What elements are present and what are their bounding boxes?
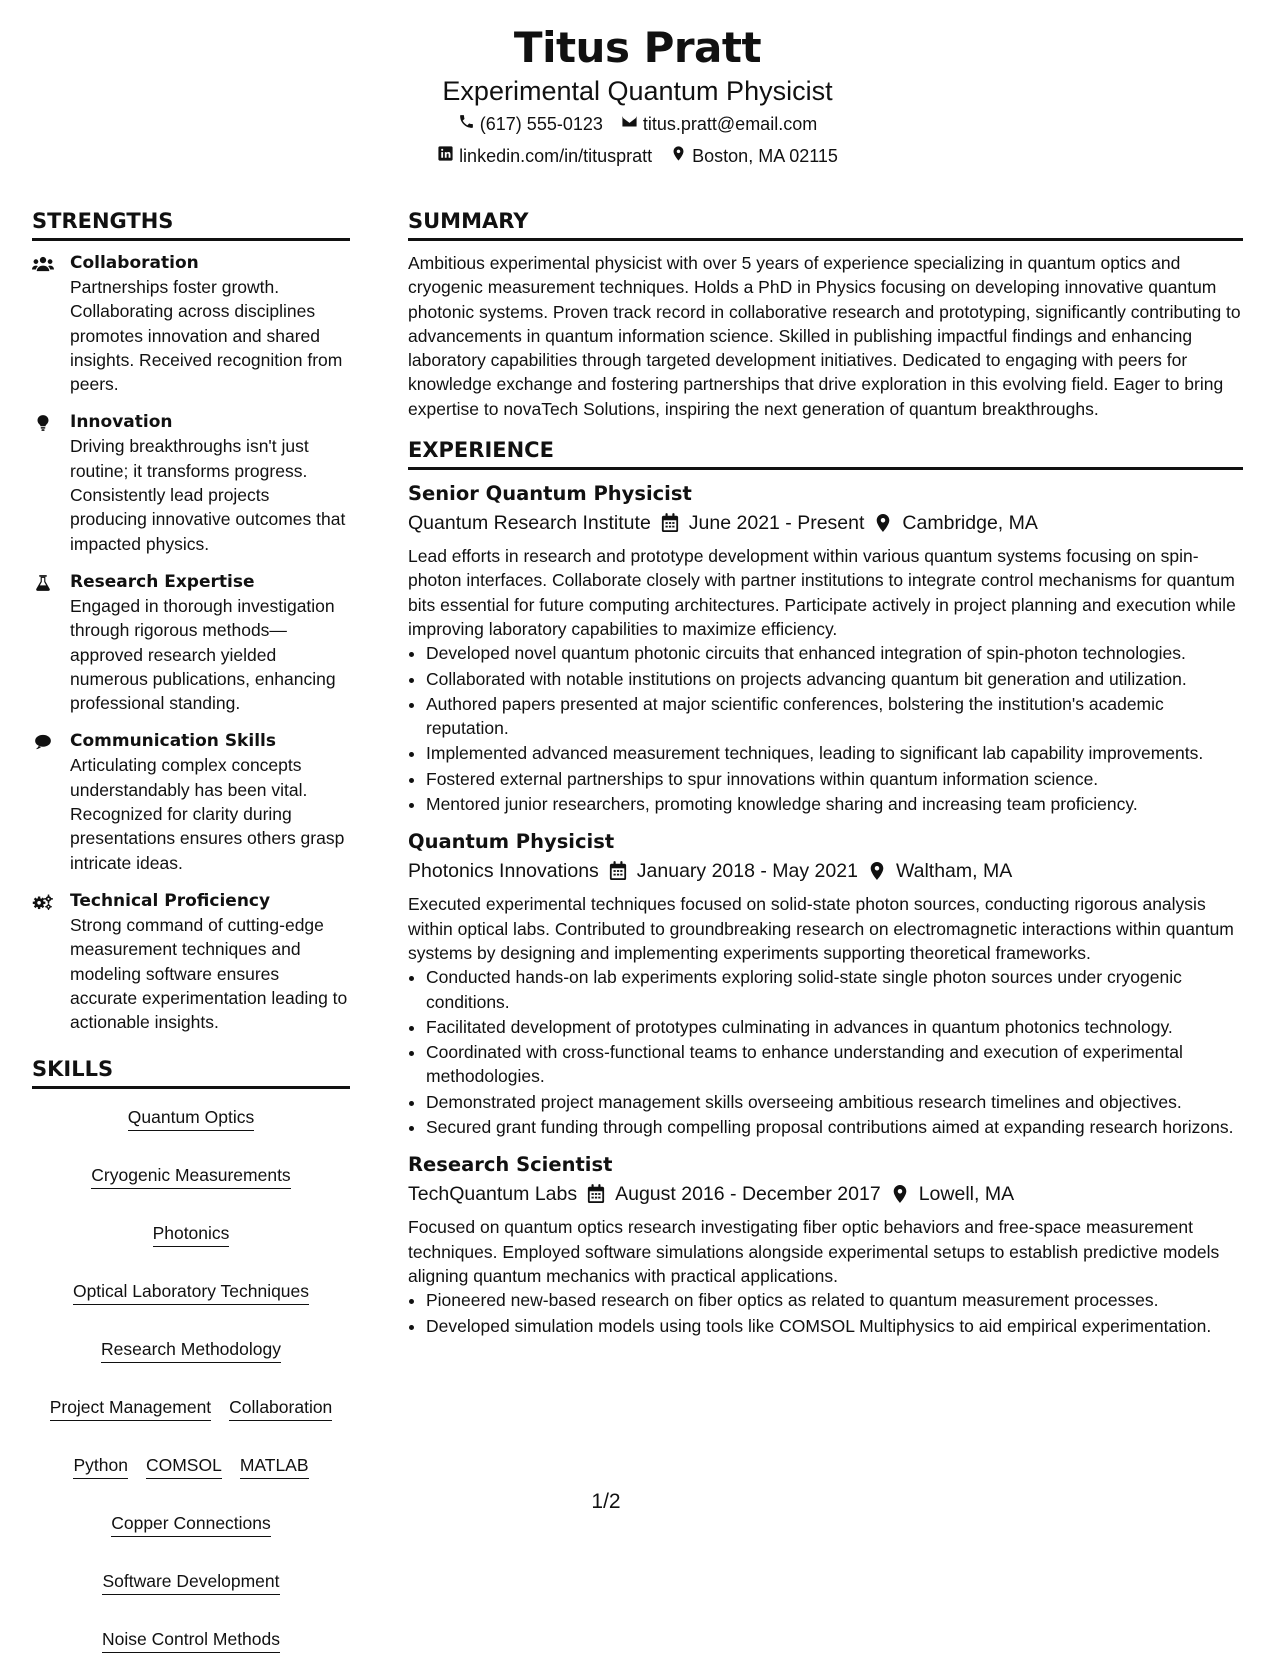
job-bullets [408, 1288, 1243, 1338]
resume-header [0, 0, 1275, 172]
job-company: Photonics Innovations [408, 860, 599, 883]
strength-description: Engaged in thorough investigation through rigorous methods—approved research yielded numerous publications, enhancing professional standing. [70, 595, 336, 714]
skills-heading: SKILLS [32, 1056, 350, 1089]
skill-tag: Cryogenic Measurements [91, 1163, 290, 1189]
location-text: Boston, MA 02115 [692, 146, 838, 166]
job-dates: August 2016 - December 2017 [615, 1183, 881, 1206]
job-entry [408, 1151, 1243, 1337]
bullet-item: • Pioneered new-based research on fiber optics as related to quantum measurement processes. [426, 1288, 1243, 1312]
strength-description: Driving breakthroughs isn't just routine; it transforms progress. Consistently lead projects producing innovative outcomes that impacted physics. [70, 436, 346, 554]
strength-title: Collaboration [70, 253, 199, 273]
skill-tag: COMSOL [146, 1453, 222, 1479]
calendar-icon [587, 1184, 605, 1204]
skill-tag: Python [73, 1453, 127, 1479]
strength-item [32, 570, 350, 715]
strength-item [32, 889, 350, 1034]
skills-section [32, 1056, 350, 1653]
bullet-item: • Coordinated with cross-functional teams to enhance understanding and execution of experimental methodologies. [426, 1040, 1243, 1089]
job-meta [408, 1179, 1243, 1209]
skill-tag: Photonics [153, 1221, 230, 1247]
map-pin-icon [874, 513, 892, 533]
flask-icon [32, 570, 70, 715]
bullet-item: • Secured grant funding through compelling proposal contributions aimed at expanding research horizons. [426, 1115, 1243, 1139]
calendar-icon [661, 513, 679, 533]
skill-tag: Research Methodology [101, 1337, 281, 1363]
bullet-item: • Fostered external partnerships to spur innovations within quantum information science. [426, 767, 1243, 791]
gears-icon [32, 889, 70, 1034]
job-description: Focused on quantum optics research investigating fiber optic behaviors and free-space measurement techniques. Employed software simulations alongside experimental setups to establish predictive models aligning quantum mechanics with practical applications. [408, 1217, 1220, 1286]
map-pin-icon [891, 1184, 909, 1204]
bullet-item: • Implemented advanced measurement techniques, leading to significant lab capability improvements. [426, 741, 1243, 765]
job-location: Waltham, MA [895, 860, 1013, 883]
bullet-item: • Authored papers presented at major scientific conferences, bolstering the institution's academic reputation. [426, 692, 1243, 741]
location-contact [670, 140, 838, 172]
strength-title: Communication Skills [70, 731, 276, 752]
linkedin-contact[interactable] [437, 140, 652, 172]
bullet-item: • Conducted hands-on lab experiments exploring solid-state single photon sources under cryogenic conditions. [426, 965, 1243, 1014]
job-company: Quantum Research Institute [408, 512, 651, 535]
phone-contact [458, 108, 603, 140]
phone-icon [458, 108, 475, 140]
strength-item [32, 410, 350, 555]
strength-title: Innovation [70, 412, 173, 433]
strength-title: Research Expertise [70, 571, 255, 592]
job-role: Quantum Physicist [408, 830, 615, 854]
skill-tag: Copper Connections [111, 1511, 271, 1537]
job-entry [408, 828, 1243, 1139]
right-column [408, 208, 1243, 1653]
speech-bubble-icon [32, 729, 70, 874]
strength-item [32, 729, 350, 874]
linkedin-text[interactable]: linkedin.com/in/tituspratt [459, 146, 653, 166]
summary-text: Ambitious experimental physicist with over 5 years of experience specializing in quantum optics and cryogenic measurement techniques. Holds a PhD in Physics focusing on developing innovative quantum photonic systems. Proven track record in collaborative research and prototyping, significantly contributing to advancements in quantum information science. Skilled in publishing impactful findings and enhancing laboratory capabilities through targeted development initiatives. Dedicated to engaging with peers for knowledge exchange and fostering partnerships that drive exploration in this evolving field. Eager to bring expertise to novaTech Solutions, inspiring the next generation of quantum breakthroughs. [408, 253, 1241, 419]
linkedin-icon [437, 140, 454, 172]
job-company: TechQuantum Labs [408, 1183, 578, 1206]
job-bullets [408, 641, 1243, 816]
job-location: Cambridge, MA [902, 512, 1038, 535]
skill-tag: Collaboration [229, 1395, 332, 1421]
job-meta [408, 856, 1243, 886]
job-location: Lowell, MA [918, 1183, 1015, 1206]
skill-tag: Software Development [102, 1569, 279, 1595]
email-text[interactable]: titus.pratt@email.com [642, 114, 818, 134]
skills-list [32, 1099, 350, 1653]
left-column [32, 208, 350, 1653]
strengths-heading: STRENGTHS [32, 208, 350, 241]
job-description: Lead efforts in research and prototype development within various quantum systems focusing on spin-photon interfaces. Collaborate closely with partner institutions to integrate control mechanisms for quantum bits essential for future computing architectures. Participate actively in project planning and execution while improving laboratory capabilities to maximize efficiency. [408, 546, 1236, 639]
users-icon [32, 251, 70, 396]
calendar-icon [609, 861, 627, 881]
strength-description: Partnerships foster growth. Collaborating across disciplines promotes innovation and shared insights. Received recognition from peers. [70, 277, 343, 395]
bullet-item: • Developed novel quantum photonic circuits that enhanced integration of spin-photon technologies. [426, 641, 1243, 665]
email-contact[interactable] [621, 108, 817, 140]
bullet-item: • Demonstrated project management skills overseeing ambitious research timelines and objectives. [426, 1090, 1243, 1114]
lightbulb-icon [32, 410, 70, 555]
page-number: 1/2 [591, 1490, 621, 1513]
phone-text: (617) 555-0123 [479, 114, 603, 134]
map-pin-icon [868, 861, 886, 881]
skill-tag: MATLAB [240, 1453, 309, 1479]
job-dates: January 2018 - May 2021 [636, 860, 858, 883]
strength-item [32, 251, 350, 396]
envelope-icon [621, 108, 638, 140]
resume-body [32, 208, 1243, 1653]
strength-description: Strong command of cutting-edge measurement techniques and modeling software ensures accurate experimentation leading to actionable insights. [70, 914, 348, 1033]
job-role: Senior Quantum Physicist [408, 482, 692, 506]
job-dates: June 2021 - Present [688, 512, 865, 535]
job-role: Research Scientist [408, 1153, 613, 1177]
candidate-title: Experimental Quantum Physicist [442, 76, 833, 106]
candidate-name: Titus Pratt [513, 23, 762, 72]
bullet-item: • Collaborated with notable institutions on projects advancing quantum bit generation and utilization. [426, 667, 1243, 691]
experience-heading: EXPERIENCE [408, 437, 1243, 470]
skill-tag: Quantum Optics [128, 1105, 254, 1131]
job-description: Executed experimental techniques focused on solid-state photon sources, conducting rigorous analysis within optical labs. Contributed to groundbreaking research on electromagnetic interactions within quantum systems by designing and implementing experiments supporting theoretical frameworks. [408, 894, 1234, 963]
map-pin-icon [670, 140, 687, 172]
bullet-item: • Facilitated development of prototypes culminating in advances in quantum photonics technology. [426, 1015, 1243, 1039]
skill-tag: Optical Laboratory Techniques [73, 1279, 309, 1305]
skill-tag: Noise Control Methods [102, 1627, 280, 1653]
contact-line-2 [0, 140, 1275, 172]
skill-tag: Project Management [50, 1395, 211, 1421]
strength-title: Technical Proficiency [70, 890, 271, 911]
strength-description: Articulating complex concepts understandably has been vital. Recognized for clarity during presentations ensures others grasp intricate ideas. [70, 755, 345, 873]
bullet-item: • Mentored junior researchers, promoting knowledge sharing and increasing team proficiency. [426, 792, 1243, 816]
summary-heading: SUMMARY [408, 208, 1243, 241]
bullet-item: • Developed simulation models using tools like COMSOL Multiphysics to aid empirical experimentation. [426, 1314, 1243, 1338]
contact-line-1 [0, 108, 1275, 140]
job-meta [408, 508, 1243, 538]
job-entry [408, 480, 1243, 816]
job-bullets [408, 965, 1243, 1139]
